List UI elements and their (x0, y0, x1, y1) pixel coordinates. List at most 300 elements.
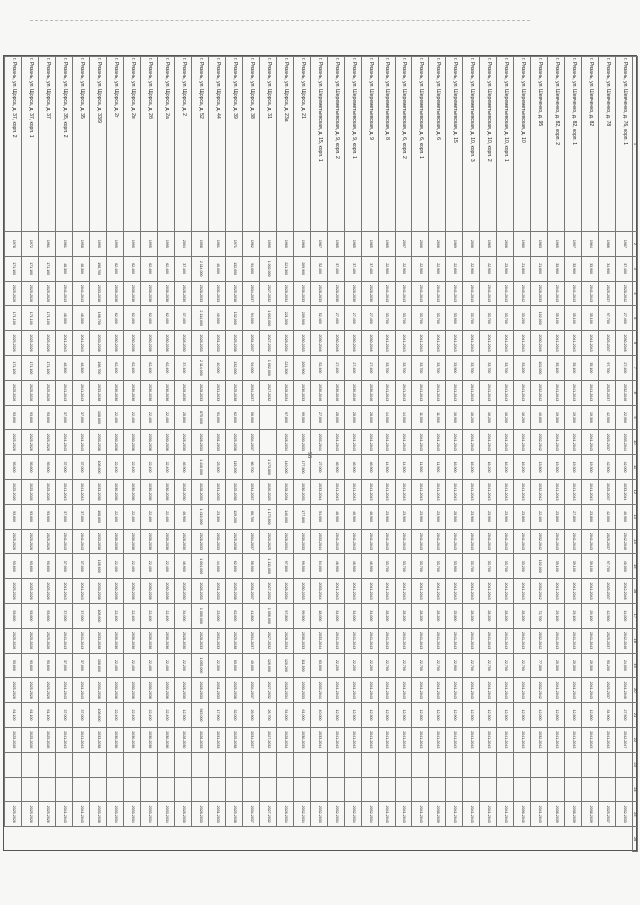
value-cell: 40,000 (310, 703, 327, 728)
value-cell: 2041-2043 (429, 430, 446, 455)
value-cell: 2025-2026 (22, 802, 39, 827)
value-cell: 2041-2043 (463, 678, 480, 703)
scan-artifact (30, 20, 530, 22)
value-cell: 16,900 (446, 455, 463, 480)
value-cell: 28,200 (514, 603, 531, 628)
value-cell: 2041-2043 (56, 380, 73, 405)
value-cell: 2032-2042 (531, 380, 548, 405)
value-cell (327, 752, 344, 777)
value-cell: 2030-2036 (107, 628, 124, 653)
value-cell: 2028-2034 (276, 281, 293, 306)
value-cell: 35,100 (548, 306, 565, 331)
value-cell (276, 777, 293, 802)
table-row (157, 57, 174, 852)
value-cell (259, 405, 276, 430)
value-cell: 2041-2043 (429, 331, 446, 356)
value-cell: 2031-2033 (208, 727, 225, 752)
value-cell: 20,300 (582, 653, 599, 678)
value-cell: 2041-2043 (56, 529, 73, 554)
value-cell: 2030-2036 (157, 628, 174, 653)
value-cell (548, 752, 565, 777)
value-cell: 2041-2043 (514, 331, 531, 356)
value-cell: 2025-2026 (5, 331, 22, 356)
value-cell (259, 777, 276, 802)
value-cell: 2028-2030 (174, 281, 191, 306)
value-cell: 34,000 (344, 603, 361, 628)
value-cell: 40,000 (616, 554, 633, 579)
value-cell: 2041-2043 (412, 727, 429, 752)
value-cell: 171,100 (22, 306, 39, 331)
value-cell: 2025-2038 (225, 380, 242, 405)
value-cell: 2025-2026 (5, 628, 22, 653)
value-cell: 2041-2043 (429, 281, 446, 306)
value-cell: 97,800 (276, 603, 293, 628)
value-cell: 171,100 (22, 355, 39, 380)
value-cell: 22,900 (446, 653, 463, 678)
value-cell: 2025-2037 (599, 430, 616, 455)
value-cell: 62,400 (107, 256, 124, 281)
address-cell: г. Рязань, ул. Щорса, д. 35, корп. 2 (56, 57, 73, 232)
address-cell: г. Рязань, ул. Щорса, д. 2г (107, 57, 124, 232)
value-cell: 2025-2026 (39, 529, 56, 554)
value-cell: 28,200 (429, 603, 446, 628)
value-cell: 94,000 (242, 306, 259, 331)
value-cell: 2025-2038 (225, 628, 242, 653)
value-cell (395, 752, 412, 777)
value-cell: 33,700 (497, 554, 514, 579)
value-cell: 2033-2038 (90, 727, 107, 752)
value-cell: 2034-2037 (242, 331, 259, 356)
value-cell: 2041-2043 (56, 479, 73, 504)
value-cell: 2025-2026 (39, 727, 56, 752)
value-cell: 33,700 (395, 306, 412, 331)
value-cell: 93,600 (5, 405, 22, 430)
value-cell: 19,300 (582, 455, 599, 480)
value-cell: 2033-2044 (310, 479, 327, 504)
value-cell: 2030-2036 (141, 479, 158, 504)
value-cell: 2041-2043 (565, 628, 582, 653)
value-cell: 27,400 (327, 355, 344, 380)
column-number-12: 12 (633, 479, 638, 504)
value-cell: 37,000 (73, 603, 90, 628)
value-cell: 2030-2036 (157, 380, 174, 405)
value-cell: 2025-2026 (5, 579, 22, 604)
value-cell: 2031-2033 (208, 380, 225, 405)
value-cell: 2031-2033 (208, 331, 225, 356)
value-cell: 2041-2043 (327, 529, 344, 554)
value-cell: 2038-2039 (429, 802, 446, 827)
value-cell: 97,800 (276, 405, 293, 430)
value-cell (395, 777, 412, 802)
address-cell: г. Рязань, ул. Щорса, д. 2 (174, 57, 191, 232)
value-cell: 2030-2046 (616, 331, 633, 356)
value-cell: 1 173,800 (259, 455, 276, 480)
value-cell: 99,500 (293, 603, 310, 628)
value-cell (565, 752, 582, 777)
value-cell: 2041-2043 (378, 380, 395, 405)
address-cell: г. Рязань, ул. Шереметьевская, д. 10, корп. 1 (497, 57, 514, 232)
value-cell: 94,000 (242, 355, 259, 380)
value-cell: 62,400 (107, 355, 124, 380)
value-cell: 1 056,000 (259, 603, 276, 628)
value-cell: 2041-2043 (56, 331, 73, 356)
year-cell: 2006 (412, 232, 429, 257)
value-cell: 2034-2037 (242, 479, 259, 504)
value-cell: 2041-2043 (548, 678, 565, 703)
value-cell: 54,000 (310, 554, 327, 579)
value-cell: 62,600 (225, 405, 242, 430)
value-cell: 22,400 (124, 504, 141, 529)
value-cell: 62,400 (141, 355, 158, 380)
value-cell: 221,300 (276, 355, 293, 380)
value-cell: 2028-2030 (344, 281, 361, 306)
value-cell: 46,900 (361, 554, 378, 579)
table-row (293, 57, 310, 852)
value-cell (531, 752, 548, 777)
year-cell: 2007 (395, 232, 412, 257)
value-cell: 2041-2043 (73, 529, 90, 554)
value-cell: 54,000 (276, 703, 293, 728)
value-cell (412, 777, 429, 802)
value-cell: 22,200 (361, 653, 378, 678)
table-row (90, 57, 107, 852)
value-cell: 2028-2030 (174, 380, 191, 405)
value-cell: 2028-2033 (191, 430, 208, 455)
value-cell (39, 752, 56, 777)
value-cell: 33,700 (395, 355, 412, 380)
value-cell: 2041-2043 (412, 678, 429, 703)
value-cell: 14,500 (395, 405, 412, 430)
value-cell (174, 777, 191, 802)
value-cell: 33,900 (548, 256, 565, 281)
year-cell: 1995 (124, 232, 141, 257)
value-cell: 12,900 (446, 703, 463, 728)
value-cell: 22,400 (124, 653, 141, 678)
value-cell: 2041-2043 (463, 281, 480, 306)
value-cell: 2030-2046 (327, 331, 344, 356)
value-cell: 2041-2043 (446, 628, 463, 653)
value-cell: 2041-2043 (395, 331, 412, 356)
address-cell: г. Рязань, ул. Щорса, д. 39 (225, 57, 242, 232)
value-cell: 2027-2032 (259, 281, 276, 306)
value-cell: 22,900 (378, 256, 395, 281)
value-cell: 33,900 (582, 256, 599, 281)
value-cell: 22,700 (463, 653, 480, 678)
value-cell: 2033-2034 (157, 802, 174, 827)
value-cell: 33,900 (446, 306, 463, 331)
value-cell: 2041-2043 (497, 802, 514, 827)
value-cell: 2041-2043 (514, 678, 531, 703)
table-row (463, 57, 480, 852)
value-cell: 171,100 (39, 355, 56, 380)
value-cell: 2041-2043 (497, 678, 514, 703)
value-cell: 119,200 (225, 455, 242, 480)
value-cell: 27,000 (310, 405, 327, 430)
value-cell: 35,100 (582, 355, 599, 380)
value-cell: 2041-2043 (429, 727, 446, 752)
value-cell: 22,400 (141, 554, 158, 579)
value-cell: 2032-2042 (531, 678, 548, 703)
value-cell: 2041-2043 (582, 579, 599, 604)
value-cell (157, 777, 174, 802)
column-number-13: 13 (633, 504, 638, 529)
value-cell: 2032-2034 (293, 802, 310, 827)
value-cell: 22,400 (124, 703, 141, 728)
value-cell: 2041-2043 (497, 579, 514, 604)
value-cell: 2025-2037 (599, 479, 616, 504)
value-cell: 2041-2043 (565, 529, 582, 554)
value-cell: 93,600 (5, 554, 22, 579)
value-cell: 2 114,000 (191, 306, 208, 331)
value-cell: 28,000 (344, 405, 361, 430)
value-cell: 2041-2043 (565, 281, 582, 306)
year-cell: 1983 (531, 232, 548, 257)
value-cell: 28,500 (446, 504, 463, 529)
value-cell: 2042-2047 (616, 727, 633, 752)
value-cell (565, 777, 582, 802)
value-cell: 93,600 (22, 504, 39, 529)
value-cell: 2025-2037 (599, 380, 616, 405)
value-cell: 2034-2037 (242, 628, 259, 653)
address-cell: г. Рязань, ул. Щорса, д. 2в (124, 57, 141, 232)
value-cell: 945,000 (191, 703, 208, 728)
value-cell: 2033-2038 (90, 579, 107, 604)
value-cell: 2025-2026 (22, 479, 39, 504)
value-cell: 198,700 (90, 256, 107, 281)
value-cell: 2030-2036 (141, 579, 158, 604)
value-cell: 2025-2026 (5, 802, 22, 827)
value-cell: 2028-2033 (191, 579, 208, 604)
value-cell: 12,300 (361, 703, 378, 728)
value-cell (446, 777, 463, 802)
value-cell: 33,700 (412, 554, 429, 579)
value-cell: 2025-2038 (225, 579, 242, 604)
value-cell: 2041-2043 (395, 628, 412, 653)
year-cell: 1965 (480, 232, 497, 257)
value-cell: 108,600 (90, 703, 107, 728)
value-cell: 2041-2043 (531, 802, 548, 827)
value-cell: 39,100 (548, 554, 565, 579)
value-cell: 2028-2030 (174, 678, 191, 703)
value-cell: 2025-2026 (39, 430, 56, 455)
value-cell: 32,000 (225, 703, 242, 728)
value-cell: 2041-2043 (463, 430, 480, 455)
value-cell: 2025-2038 (225, 479, 242, 504)
value-cell: 37,400 (174, 256, 191, 281)
value-cell: 2041-2046 (616, 678, 633, 703)
table-row (56, 57, 73, 852)
table-row (565, 57, 582, 852)
value-cell (548, 777, 565, 802)
value-cell: 2033-2044 (310, 727, 327, 752)
value-cell: 93,600 (39, 603, 56, 628)
value-cell: 2042-2046 (616, 628, 633, 653)
value-cell: 2025-2038 (225, 678, 242, 703)
value-cell: 23,300 (208, 504, 225, 529)
value-cell: 2041-2043 (582, 331, 599, 356)
value-cell: 37,400 (616, 256, 633, 281)
value-cell: 2041-2043 (480, 628, 497, 653)
value-cell: 22,900 (480, 256, 497, 281)
table-row (5, 57, 22, 852)
value-cell: 35,100 (565, 355, 582, 380)
value-cell: 2041-2043 (56, 628, 73, 653)
value-cell: 2025-2038 (225, 281, 242, 306)
value-cell: 33,900 (446, 355, 463, 380)
value-cell (242, 752, 259, 777)
value-cell: 11,500 (412, 455, 429, 480)
value-cell: 2041-2043 (378, 579, 395, 604)
value-cell: 22,400 (107, 455, 124, 480)
year-cell: 1971 (225, 232, 242, 257)
value-cell: 2041-2043 (565, 479, 582, 504)
value-cell: 33,700 (378, 355, 395, 380)
address-cell: г. Рязань, ул. Щорса, д. 2а (157, 57, 174, 232)
value-cell: 2041-2043 (514, 479, 531, 504)
value-cell: 40,600 (531, 405, 548, 430)
value-cell: 2030-2046 (310, 380, 327, 405)
value-cell: 93,600 (39, 455, 56, 480)
value-cell: 22,600 (446, 256, 463, 281)
value-cell: 2041-2043 (480, 727, 497, 752)
year-cell: 1995 (107, 232, 124, 257)
value-cell: 2041-2043 (395, 380, 412, 405)
column-number-5: 5 (633, 306, 638, 331)
value-cell: 132,000 (225, 256, 242, 281)
table-row (242, 57, 259, 852)
value-cell: 33,700 (463, 554, 480, 579)
value-cell: 22,400 (107, 703, 124, 728)
value-cell: 29,100 (582, 603, 599, 628)
table-row (531, 57, 548, 852)
value-cell: 22,400 (107, 554, 124, 579)
value-cell: 28,200 (497, 603, 514, 628)
value-cell: 2028-2034 (276, 628, 293, 653)
value-cell: 2041-2043 (446, 281, 463, 306)
value-cell: 23,800 (514, 504, 531, 529)
value-cell: 41,800 (242, 603, 259, 628)
value-cell: 23,300 (208, 455, 225, 480)
address-cell: г. Рязань, ул. Шереметьевская, д. 6, корп. 2 (395, 57, 412, 232)
value-cell: 33,700 (378, 306, 395, 331)
value-cell: 2030-2046 (344, 380, 361, 405)
value-cell: 93,600 (39, 504, 56, 529)
value-cell: 22,400 (124, 405, 141, 430)
value-cell (141, 777, 158, 802)
value-cell: 2041-2043 (429, 529, 446, 554)
value-cell: 22,400 (157, 653, 174, 678)
value-cell: 2025-2026 (22, 727, 39, 752)
value-cell: 72,700 (531, 603, 548, 628)
value-cell: 2032-2033 (616, 802, 633, 827)
value-cell: 62,400 (124, 256, 141, 281)
value-cell: 2041-2043 (429, 380, 446, 405)
value-cell: 2025-2026 (22, 529, 39, 554)
value-cell: 2038-2039 (548, 802, 565, 827)
value-cell: 33,200 (514, 355, 531, 380)
value-cell: 2041-2043 (361, 628, 378, 653)
value-cell: 27,400 (616, 306, 633, 331)
column-number-26: 26 (633, 827, 638, 852)
value-cell: 93,200 (599, 653, 616, 678)
value-cell: 2041-2043 (361, 529, 378, 554)
value-cell (446, 752, 463, 777)
value-cell: 2033-2038 (90, 281, 107, 306)
value-cell: 2032-2042 (531, 529, 548, 554)
value-cell: 2041-2043 (582, 678, 599, 703)
value-cell: 26,900 (242, 703, 259, 728)
value-cell: 2041-2043 (463, 380, 480, 405)
value-cell: 2025-2026 (22, 430, 39, 455)
value-cell: 2041-2043 (73, 430, 90, 455)
value-cell: 2025-2026 (39, 479, 56, 504)
table-row (259, 57, 276, 852)
address-cell: г. Рязань, ул. Шереметьевская, д. 9, корп. 1 (344, 57, 361, 232)
value-cell: 2030-2033 (293, 579, 310, 604)
value-cell: 2033-2044 (616, 479, 633, 504)
year-cell: 2006 (429, 232, 446, 257)
value-cell: 2041-2043 (327, 628, 344, 653)
value-cell: 2028-2033 (191, 802, 208, 827)
value-cell: 28,200 (378, 603, 395, 628)
address-cell: г. Рязань, ул. Шереметьевская, д. 15 (446, 57, 463, 232)
value-cell: 39,100 (582, 554, 599, 579)
address-cell: г. Рязань, ул. Щорса, д. 33/9 (90, 57, 107, 232)
table-row (599, 57, 616, 852)
value-cell: 12,300 (174, 703, 191, 728)
value-cell: 108,600 (90, 455, 107, 480)
value-cell: 2033-2044 (310, 628, 327, 653)
value-cell (310, 777, 327, 802)
value-cell: 1 004,000 (191, 554, 208, 579)
value-cell: 2030-2046 (344, 331, 361, 356)
year-cell: 1986 (599, 232, 616, 257)
table-row (378, 57, 395, 852)
value-cell: 2028-2042 (616, 281, 633, 306)
address-cell: г. Рязань, ул. Щорса, д. 37, корп. 1 (22, 57, 39, 232)
value-cell (56, 752, 73, 777)
value-cell: 22,400 (141, 405, 158, 430)
value-cell: 93,600 (22, 455, 39, 480)
value-cell: 61,100 (39, 703, 56, 728)
value-cell: 27,800 (565, 504, 582, 529)
value-cell: 23,900 (412, 504, 429, 529)
value-cell: 22,700 (480, 653, 497, 678)
value-cell: 28,200 (412, 603, 429, 628)
value-cell: 2028-2033 (191, 281, 208, 306)
value-cell: 2041-2043 (497, 529, 514, 554)
value-cell: 2025-2038 (225, 727, 242, 752)
value-cell: 2041-2043 (497, 479, 514, 504)
value-cell (56, 777, 73, 802)
value-cell: 2032-2042 (531, 727, 548, 752)
value-cell: 33,700 (395, 554, 412, 579)
value-cell: 22,400 (157, 703, 174, 728)
value-cell: 2030-2033 (293, 479, 310, 504)
column-number-1: 1 (633, 57, 638, 232)
value-cell: 48,300 (73, 256, 90, 281)
value-cell: 66,700 (242, 455, 259, 480)
value-cell: 2041-2043 (378, 281, 395, 306)
value-cell: 61,100 (22, 703, 39, 728)
table-row (73, 57, 90, 852)
value-cell: 12,300 (463, 703, 480, 728)
table-row (208, 57, 225, 852)
value-cell: 2034-2037 (242, 529, 259, 554)
value-cell: 2041-2043 (73, 628, 90, 653)
rotated-table-wrapper (4, 56, 638, 852)
value-cell: 2041-2043 (429, 579, 446, 604)
